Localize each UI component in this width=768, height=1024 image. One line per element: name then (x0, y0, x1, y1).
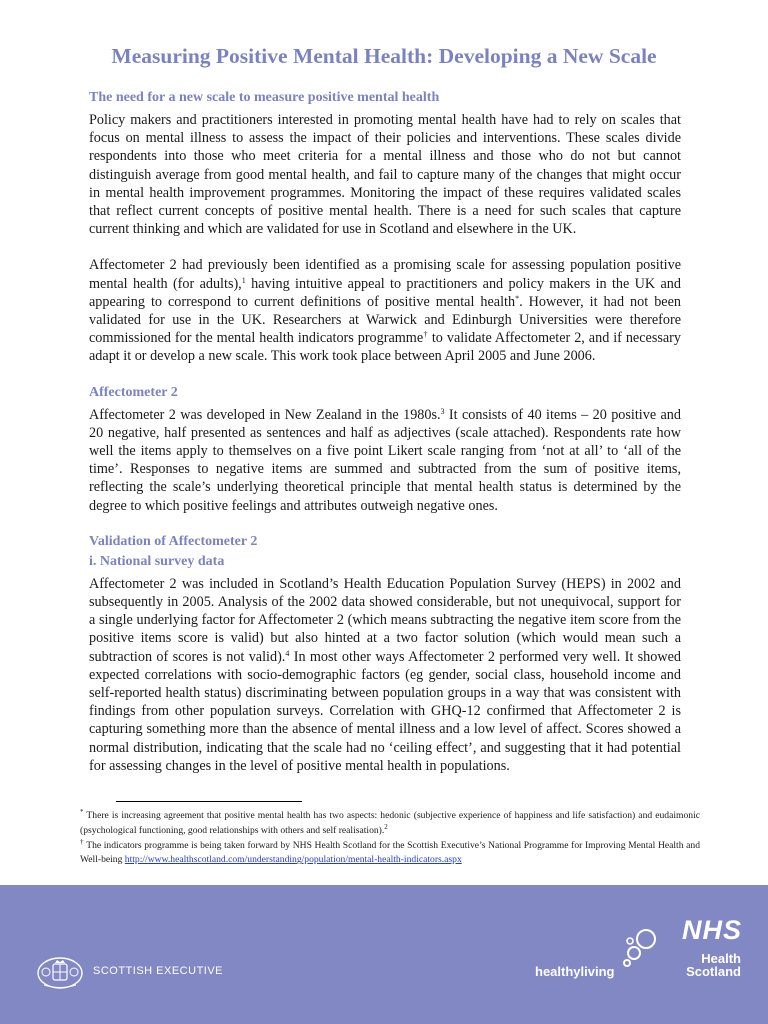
healthyliving-bubbles-icon (621, 927, 669, 969)
footnote-divider (116, 801, 302, 802)
heading-validation: Validation of Affectometer 2 (89, 533, 258, 549)
ref-star: * (515, 293, 520, 303)
paragraph-validation: Affectometer 2 was included in Scotland’s Health Education Population Survey (HEPS) in 2002 and subsequently in 2005. Analysis of the 2002 data showed considerable, but not unequivocal, support for a single underlying factor for Affectometer 2 (which means subtracting the negative item score from the positive items score is valid) but also hinted at a two factor solution (which would mean such a subtraction of scores is not valid).$^4$ In most other ways Affectometer 2 performed very well. It showed expected correlations with socio-demographic factors (eg gender, social class, household income and self-reported health status) discriminating between population groups in a way that was consistent with findings from other population surveys. Correlation with GHQ-12 confirmed that Affectometer 2 is capturing something more than the absence of mental illness and a low level of affect. Scores showed a normal distribution, indicating that the scale had no ‘ceiling effect’, and suggesting that it had potential for assessing changes in the level of positive mental health in populations. (89, 575, 682, 774)
footer-band (0, 885, 768, 1024)
ref-3: 3 (440, 406, 445, 416)
paragraph-affectometer: Affectometer 2 was developed in New Zealand in the 1980s.$^3$ It consists of 40 items – 20 positive and 20 negative, half presented as sentences and half as adjectives (scale attached). Respondents rate how well the items apply to themselves on a five point Likert scale ranging from ‘not at all’ to ‘all of the time’. Responses to negative items are summed and subtracted from the sum of positive items, reflecting the scale’s underlying theoretical principle that mental health status is determined by the degree to which positive feelings and attributes outweigh negative ones. (89, 406, 681, 514)
footnote-dagger: † The indicators programme is being taken forward by NHS Health Scotland for the Scottish Executive’s National Programme for Improving Mental Health and Well-being http://www.healthscotland.com/understanding/population/mental-health-indicators.aspx (80, 837, 701, 866)
ref-1: 1 (241, 275, 246, 285)
nhs-health-text: Health (701, 951, 741, 966)
page-title: Measuring Positive Mental Health: Developing a New Scale (111, 44, 657, 68)
scottish-executive-logo-text: SCOTTISH EXECUTIVE (93, 965, 224, 977)
body-content (89, 89, 681, 775)
footnote-star: * There is increasing agreement that positive mental health has two aspects: hedonic (subjective experience of happiness and life satisfaction) and eudaimonic (psychological functioning, good relationships with others and self realisation).$^2$ (80, 808, 700, 836)
nhs-logo: NHS (682, 915, 743, 945)
nhs-scotland-text: Scotland (686, 964, 741, 979)
paragraph-need-1: Policy makers and practitioners interested in promoting mental health have had to rely on scales that focus on mental illness to assess the impact of their policies and interventions. These scales divide respondents into those who meet criteria for a mental illness and those who do not but cannot distinguish average from good mental health, and fail to capture many of the changes that might occur in mental health improvement programmes. Monitoring the impact of these requires validated scales that reflect current concepts of positive mental health. There is a need for such scales that capture current thinking and which are validated for use in Scotland and elsewhere in the UK. (89, 112, 681, 238)
heading-affectometer-2: Affectometer 2 (89, 384, 178, 400)
heading-need-new-scale: The need for a new scale to measure positive mental health (89, 90, 440, 105)
paragraph-need-2: Affectometer 2 had previously been identified as a promising scale for assessing population positive mental health (for adults),$^1$ having intuitive appeal to practitioners and policy makers in the UK and appearing to correspond to current definitions of positive mental health*. However, it had not been validated for use in the UK. Researchers at Warwick and Edinburgh Universities were therefore commissioned for the mental health indicators programme† to validate Affectometer 2, and if necessary adapt it or develop a new scale. This work took place between April 2005 and June 2006. (89, 257, 681, 365)
healthyliving-logo-text: healthyliving (535, 964, 615, 979)
indicators-link[interactable]: http://www.healthscotland.com/understanding/population/mental-health-indicators.aspx (124, 854, 462, 866)
footnotes (80, 809, 700, 868)
ref-4: 4 (285, 648, 290, 658)
ref-dagger: † (423, 330, 428, 340)
royal-crest-icon (36, 955, 84, 989)
subheading-national-survey: i. National survey data (89, 553, 225, 569)
